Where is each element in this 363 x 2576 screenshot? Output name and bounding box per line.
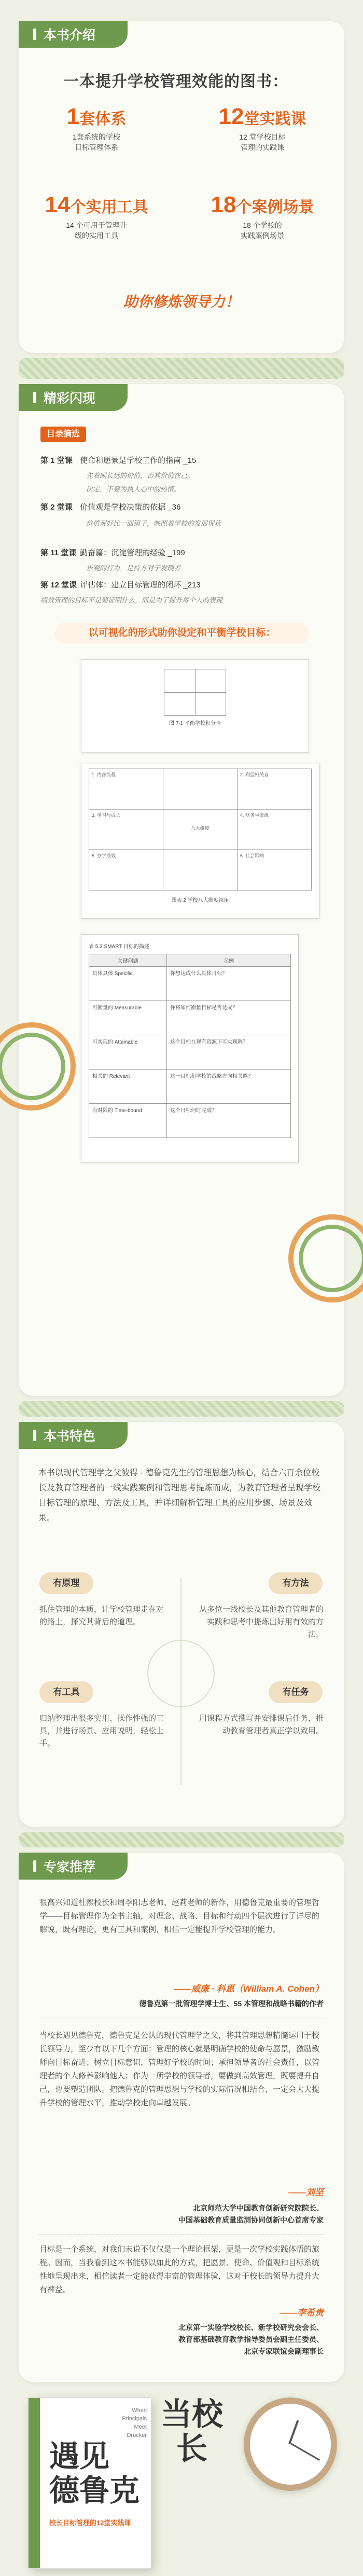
chapter-number: 第 11 堂课 [40, 549, 77, 557]
stat-lessons [195, 104, 330, 153]
book-side-text: When Principals Meet Drucker [122, 2407, 147, 2438]
chapter-number: 第 1 堂课 [40, 456, 73, 465]
decor-ring [299, 1225, 363, 1292]
stat-system [29, 104, 164, 153]
grid-cell: 八大维度 [163, 810, 238, 850]
chapter-item [40, 501, 180, 512]
book-subtitle: 校长目标管理的12堂实践课 [49, 2519, 131, 2527]
book-spine [29, 2398, 40, 2568]
affil-line: 教育部基础教育教学指导委员会副主任委员、 [178, 2335, 324, 2344]
handwritten-note: 决定，不要为执人心中的热情。 [86, 485, 181, 493]
book-title-line: 遇见 [49, 2440, 110, 2473]
divider-stripe [19, 358, 344, 379]
stat-desc-line: 12 堂学校目标 [239, 133, 286, 141]
quote-signature: ——刘坚 [288, 2187, 324, 2197]
grid-cell: 1. 内部流程 [89, 769, 163, 810]
smart-table [89, 954, 291, 1138]
chapter-title: 使命和愿景是学校工作的指南 _15 [80, 456, 197, 465]
table-cell: 具体具体 Specific [89, 967, 167, 1001]
stat-desc-line: 1套系统的学校 [73, 133, 120, 141]
clock-minute-hand [290, 2443, 320, 2461]
figure-caption: 图 7-1 平衡学校积分卡 [169, 721, 221, 727]
divider-stripe [19, 1832, 344, 1847]
dimension-grid [89, 769, 312, 890]
quote-affiliation [39, 2322, 324, 2358]
scorecard-diagram [164, 669, 226, 716]
heading-bar [33, 1860, 36, 1872]
table-cell: 这个目标何时完成？ [167, 1104, 291, 1138]
book-lede: 一本提升学校管理效能的图书： [63, 73, 288, 90]
catalog-label: 目录摘选 [40, 427, 86, 442]
table-cell: 这个目标在现有资源下可实现吗？ [167, 1035, 291, 1070]
decor-ring [147, 1640, 215, 1707]
recommend-heading: 专家推荐 [44, 1860, 96, 1874]
quote-cohen [39, 1896, 324, 1937]
table-row [89, 1035, 291, 1070]
features-intro: 本书以现代管理学之父彼得 · 德鲁克先生的管理思想为核心，结合六百余位校长及教育管理者的一线实践案例和管理思考提炼而成，为教育管理者呈现学校目标管理的原理、方法及工具，并详细解析管理工具的应用步骤、场景及效果。 [38, 1469, 321, 1523]
table-cell: 这一目标和学校的战略方向相关吗？ [167, 1070, 291, 1104]
stat-tools [29, 192, 164, 241]
grid-cell [163, 769, 238, 810]
vertical-title-line: 当校 [161, 2397, 223, 2432]
stat-unit: 个案例场景 [236, 199, 314, 216]
intro-panel [19, 21, 344, 353]
recommend-panel [19, 1853, 344, 2382]
table-cell: 可实现的 Attainable [89, 1035, 167, 1070]
intro-heading: 本书介绍 [44, 28, 96, 43]
heading-bar [33, 29, 36, 40]
affil-line: 中国基础教育质量监测协同创新中心首席专家 [178, 2216, 324, 2224]
table-header-cell: 示例 [167, 954, 291, 967]
table-caption: 表 5.3 SMART 目标的描述 [89, 944, 149, 950]
slogan: 助你修炼领导力！ [123, 294, 240, 310]
grid-cell: 3. 学习与成长 [89, 810, 163, 850]
stat-desc-line: 18 个学校的 [243, 221, 282, 229]
handwritten-note: 先着眼长远的价值，否其价值在己。 [86, 472, 194, 479]
table-row [89, 1070, 291, 1104]
quote-text: 当校长遇见德鲁克，德鲁克是公认的现代管理学之父，将其管理思想精髓运用于校长领导力，至少有以下几个方面：管理的核心就是明确学校的使命与愿景，激励教师向目标奋进；树立目标意识，管理好学校的时间；承担领导者的社会责任，以管理者的个人修养影响他人；作为一所学校的领导者，要做到高效管理，既要提升自己，也要塑造团队。把德鲁克的管理思想与学校的实际情况相结合，一定会大大提升学校的管理水平，推动学校走向卓越发展。 [39, 2031, 320, 2107]
highlights-heading-tag [19, 384, 128, 411]
stat-num: 1 [66, 104, 80, 129]
features-heading: 本书特色 [44, 1429, 96, 1444]
chapter-title: 价值观是学校决策的依据 _36 [80, 503, 181, 512]
figure-balanced-scorecard [81, 659, 309, 752]
quote-text: 目标是一个系统，对我们未说不仅仅是一个理论框架，更是一次学校实践体悟的旅程。因而，当我看到这本书能够以如此的方式，把愿景、使命、价值观和目标系统性地呈现出来，相信读者一定能获得丰富的管理体验，这对于校长的领导力提升大有裨益。 [39, 2245, 320, 2294]
feature-desc: 用课程方式撰写并安排课后任务，推动教育管理者真正学以致用。 [199, 1714, 324, 1735]
stat-num: 18 [211, 192, 236, 217]
grid-cell [163, 850, 238, 890]
feature-desc: 从多位一线校长及其他教育管理者的实践和思考中提炼出好用有效的方法。 [199, 1605, 324, 1639]
feature-tag-task: 有任务 [269, 1681, 323, 1703]
intro-heading-tag [19, 21, 128, 48]
stat-unit: 个实用工具 [70, 199, 148, 216]
stat-cases [195, 192, 330, 241]
figure-caption: 图表 2 学校八大维度视角 [171, 898, 229, 903]
chapter-number: 第 12 堂课 [40, 581, 77, 590]
visual-tip: 以可视化的形式助你设定和平衡学校目标： [55, 623, 309, 643]
quote-text: 很高兴知道杜熙校长和周季阳志老师、赵莉老师的新作，用德鲁克最重要的管理哲学——目标管理作为全书主轴，对理念、战略、目标和行动四个层次进行了详尽的解说，既有理论，更有工具和案例，相信一定能提升学校管理的能力。 [39, 1898, 320, 1934]
table-row [89, 1104, 291, 1138]
wall-clock-icon [244, 2397, 337, 2491]
quote-affiliation: 德鲁克第一批管理学博士生、55 本管理和战略书籍的作者 [139, 1999, 324, 2008]
book-cover [28, 2397, 151, 2569]
smart-table-card [81, 934, 299, 1162]
stat-unit: 套体系 [79, 111, 127, 128]
chapter-title: 评估体：建立目标管理的闭环 _213 [80, 581, 201, 590]
grid-cell: 2. 利益相关者 [238, 769, 312, 810]
chapter-number: 第 2 堂课 [40, 503, 73, 512]
book-title-line: 德鲁克 [49, 2474, 140, 2508]
heading-bar [33, 1430, 36, 1441]
heading-bar [33, 392, 36, 403]
table-header-cell: 关键问题 [89, 954, 167, 967]
highlights-panel [19, 384, 344, 1396]
quote-signature: ——李希贵 [280, 2308, 324, 2318]
feature-desc: 归纳整理出很多实用、操作性强的工具，并进行场景、应用说明，轻松上手。 [39, 1714, 164, 1748]
affil-line: 北京第一实验学校校长、新学校研究会会长、 [178, 2323, 324, 2332]
stat-desc-line: 14 个可用于管理升 [66, 221, 127, 229]
chapter-title: 勤奋篇：沉淀管理的经验 _199 [80, 549, 185, 557]
figure-eight-dimensions [81, 763, 319, 919]
handwritten-note: 乐观的行为，是持方对于发现者 [86, 564, 181, 572]
table-cell: 有时限的 Time-bound [89, 1104, 167, 1138]
feature-tag-method: 有方法 [269, 1572, 323, 1594]
book-vertical-title [161, 2397, 223, 2466]
stat-desc-line: 目标管理体系 [75, 143, 118, 152]
grid-cell: 4. 财务与资源 [238, 810, 312, 850]
clock-hour-hand [288, 2420, 299, 2444]
features-panel [19, 1422, 344, 1827]
handwritten-note: 绩效管理的目标不是要证明什么，而是为了提升每个人的表现 [40, 596, 223, 604]
quote-lixigui [39, 2243, 324, 2297]
feature-tag-tool: 有工具 [39, 1681, 93, 1703]
table-row [89, 1001, 291, 1035]
grid-cell: 5. 办学成效 [89, 850, 163, 890]
feature-desc: 抓住管理的本质，让学校管理走在对的路上，探究其背后的道理。 [39, 1605, 164, 1626]
table-cell: 你将如何衡量目标是否达成？ [167, 1001, 291, 1035]
stat-desc-line: 级的实用工具 [75, 231, 118, 240]
stat-desc-line: 实践案例场景 [241, 231, 284, 240]
recommend-heading-tag [19, 1853, 128, 1880]
quote-signature: ——威廉 · 科恩（William A. Cohen） [173, 1984, 324, 1994]
features-heading-tag [19, 1422, 128, 1449]
table-row [89, 967, 291, 1001]
affil-line: 北京专家联谊会副理事长 [244, 2347, 324, 2355]
handwritten-note: 价值观好比一面镜子，映照着学校的发展现状 [86, 519, 221, 527]
quote-affiliation [39, 2202, 324, 2226]
affil-line: 北京师范大学中国教育创新研究院院长、 [193, 2204, 324, 2212]
chapter-item [40, 547, 185, 558]
quote-liujian [39, 2029, 324, 2110]
table-cell: 可衡量的 Measurable [89, 1001, 167, 1035]
table-cell: 相关的 Relevant [89, 1070, 167, 1104]
divider-stripe [19, 1401, 344, 1417]
table-cell: 你想达成什么具体目标？ [167, 967, 291, 1001]
feature-tag-principle: 有原理 [39, 1572, 93, 1594]
stat-num: 12 [218, 104, 244, 129]
book-title [49, 2440, 148, 2508]
grid-cell: 6. 社会影响 [238, 850, 312, 890]
stat-unit: 堂实践课 [244, 111, 306, 128]
decor-ring [0, 1033, 65, 1100]
stat-num: 14 [45, 192, 71, 217]
highlights-heading: 精彩闪现 [44, 391, 96, 406]
chapter-item [40, 455, 196, 465]
stat-desc-line: 管理的实践课 [241, 143, 284, 152]
vertical-title-line: 长 [176, 2431, 207, 2466]
chapter-item [40, 579, 201, 590]
